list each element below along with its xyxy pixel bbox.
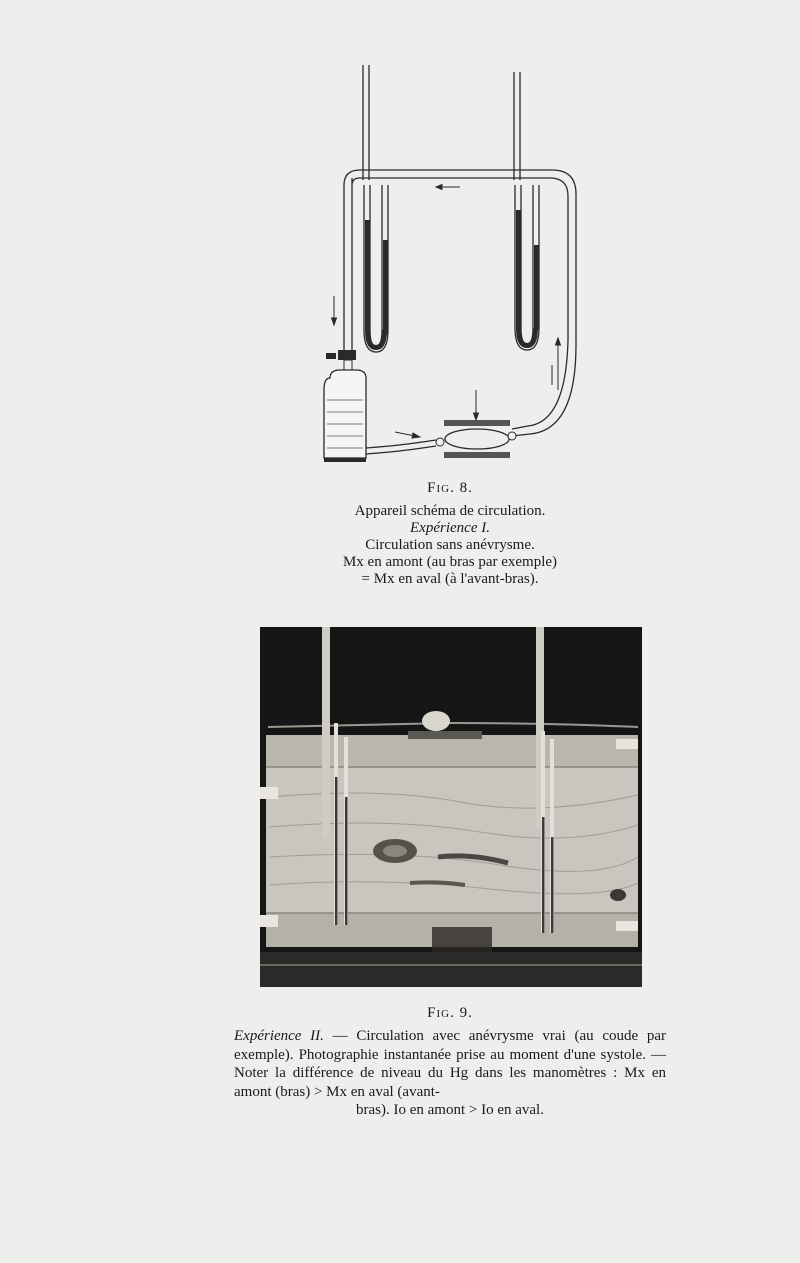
apparatus-photograph <box>260 627 642 987</box>
figure-9-caption <box>234 1027 666 1120</box>
figure-8-label: Fig. 8. <box>427 480 473 496</box>
figure-8-caption-line-4: Mx en amont (au bras par exemple) <box>342 554 558 570</box>
figure-8-caption-line-2: Expérience I. <box>410 520 490 536</box>
figure-8-caption-line-3: Circulation sans anévrysme. <box>365 537 535 553</box>
figure-9-caption-experiment: Expérience II. <box>234 1028 324 1044</box>
figure-8-caption-line-5: = Mx en aval (à l'avant-bras). <box>361 571 539 587</box>
figure-9-caption-text: — Circulation avec anévrysme vrai (au coude par exemple). Photographie instantanée prise au moment d'une systole. — Noter la différence de niveau du Hg dans les manomètres : Mx en amont (bras) > Mx en aval (avant- <box>234 1028 667 1100</box>
figure-8-caption-line-1: Appareil schéma de circulation. <box>354 503 546 519</box>
figure-9-label: Fig. 9. <box>427 1005 473 1021</box>
circulation-apparatus-diagram <box>300 60 600 475</box>
figure-9-caption-last-line: bras). Io en amont > Io en aval. <box>356 1102 544 1118</box>
